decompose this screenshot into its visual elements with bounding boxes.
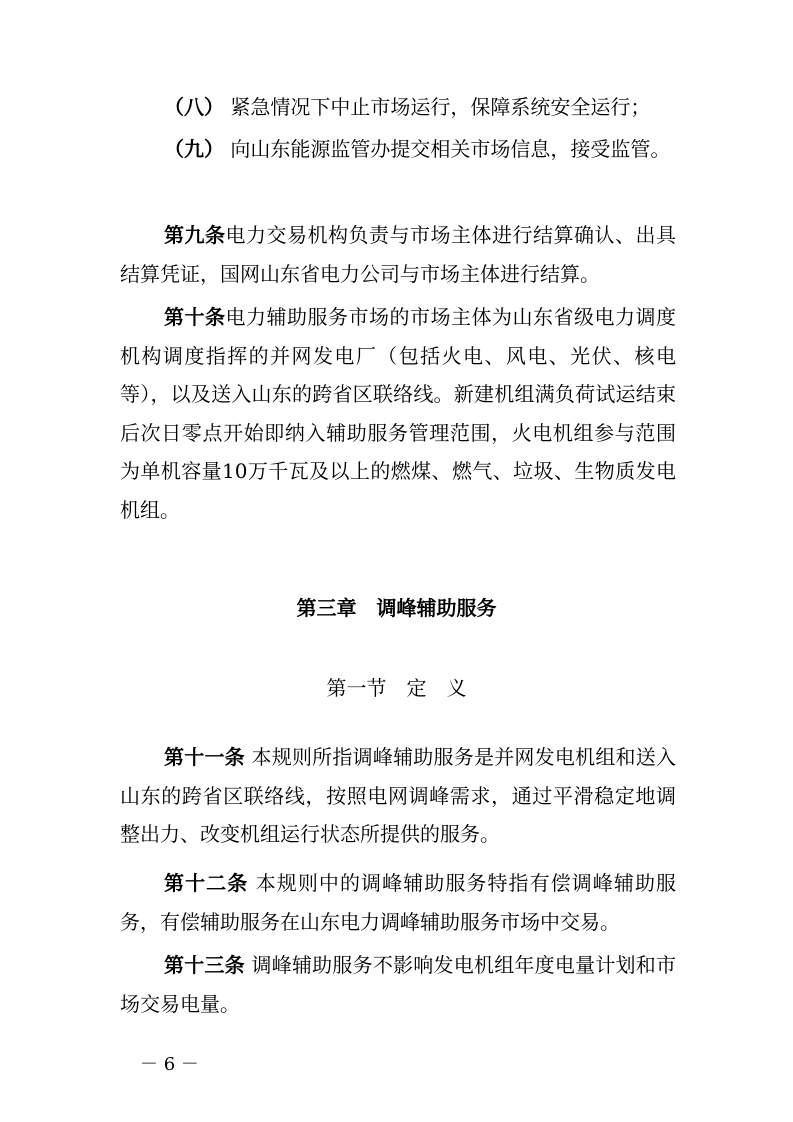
item-text: 向山东能源监管办提交相关市场信息，接受监管。 [230, 137, 671, 161]
article-heading: 第九条 [164, 223, 226, 247]
article-heading: 第十三条 [164, 953, 245, 977]
list-item [120, 130, 676, 169]
item-label: （九） [164, 137, 224, 161]
article-text: 电力交易机构负责与市场主体进行结算确认、出具结算凭证，国网山东省电力公司与市场主体进行结算。 [120, 223, 676, 286]
article-heading: 第十二条 [164, 871, 249, 895]
item-label: （八） [164, 95, 224, 119]
article-paragraph [120, 738, 676, 854]
article-text: 电力辅助服务市场的市场主体为山东省级电力调度机构调度指挥的并网发电厂（包括火电、风电、光伏、核电等），以及送入山东的跨省区联络线。新建机组满负荷试运结束后次日零点开始即纳入辅助服务管理范围，火电机组参与范围为单机容量10万千瓦及以上的燃煤、燃气、垃圾、生物质发电机组。 [120, 305, 676, 522]
section-title: 第一节 定 义 [326, 676, 467, 700]
article-text: 本规则中的调峰辅助服务特指有偿调峰辅助服务，有偿辅助服务在山东电力调峰辅助服务市场中交易。 [120, 871, 677, 934]
article-text: 本规则所指调峰辅助服务是并网发电机组和送入山东的跨省区联络线，按照电网调峰需求，通过平滑稳定地调整出力、改变机组运行状态所提供的服务。 [120, 745, 677, 846]
list-item [120, 88, 676, 127]
article-paragraph [120, 864, 676, 941]
chapter-title: 第三章 调峰辅助服务 [296, 596, 497, 620]
article-text: 调峰辅助服务不影响发电机组年度电量计划和市场交易电量。 [120, 953, 677, 1016]
article-heading: 第十一条 [164, 745, 245, 769]
article-paragraph [120, 216, 676, 293]
item-text: 紧急情况下中止市场运行，保障系统安全运行； [230, 95, 651, 119]
page-number: － 6 － [140, 1054, 199, 1075]
article-paragraph [120, 298, 676, 529]
article-paragraph [120, 946, 676, 1023]
article-heading: 第十条 [164, 305, 226, 329]
